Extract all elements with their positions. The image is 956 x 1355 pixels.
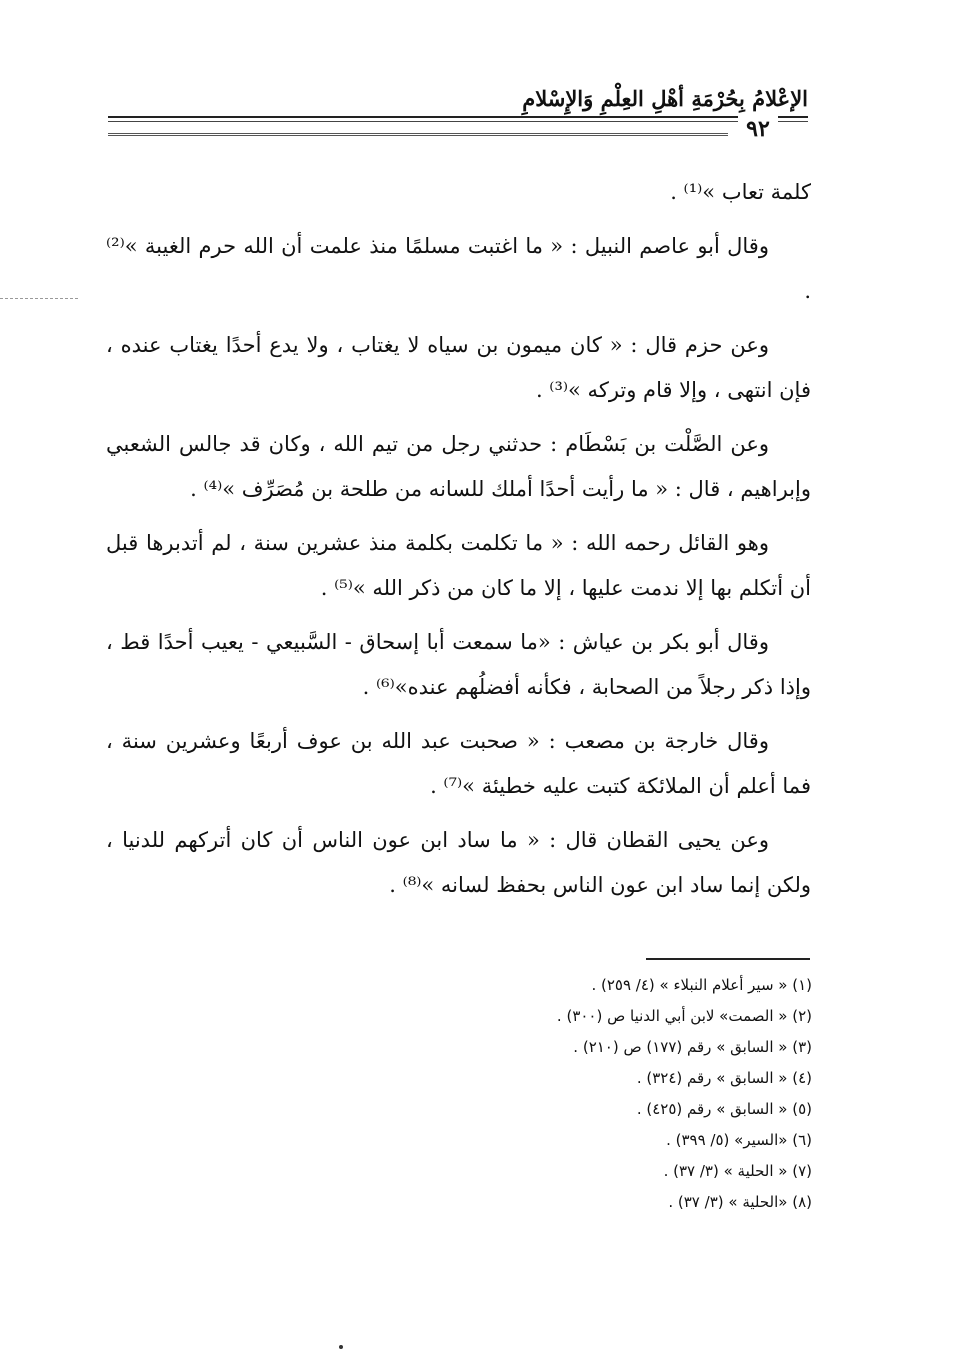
paragraph: وعن الصَّلْت بن بَسْطَام : حدثني رجل من تيم الله ، وكان قد جالس الشعبي وإبراهيم ، قال : « ما رأيت أحدًا أملك للسانه من طلحة بن مُصَرِّف »⁽⁴⁾ . bbox=[106, 432, 811, 501]
header-rule bbox=[108, 116, 808, 118]
body-text bbox=[106, 170, 811, 917]
header-rule bbox=[108, 133, 728, 136]
footnote: (٣) « السابق » رقم (١٧٧) ص (٢١٠) . bbox=[573, 1038, 812, 1056]
paragraph: وقال أبو عاصم النبيل : « ما اغتبت مسلمًا منذ علمت أن الله حرم الغيبة »⁽²⁾ . bbox=[106, 234, 811, 303]
footnote: (٢) « الصمت» لابن أبي الدنيا ص (٣٠٠) . bbox=[556, 1007, 812, 1025]
footnote: (١) « سير أعلام النبلاء » (٤/ ٢٥٩) . bbox=[591, 976, 812, 994]
paragraph: وعن حزم قال : « كان ميمون بن سياه لا يغتاب ، ولا يدع أحدًا يغتاب عنده ، فإن انتهى ، وإلا قام وتركه »⁽³⁾ . bbox=[106, 333, 811, 402]
paragraph: وعن يحيى القطان قال : « ما ساد ابن عون الناس أن كان أتركهم للدنيا ، ولكن إنما ساد ابن عون الناس بحفظ لسانه »⁽⁸⁾ . bbox=[106, 828, 811, 897]
header-rule bbox=[108, 121, 808, 122]
paragraph: وقال أبو بكر بن عياش : «ما سمعت أبا إسحاق - السَّبيعي - يعيب أحدًا قط ، وإذا ذكر رجلاً من الصحابة ، فكأنه أفضلُهم عنده»⁽⁶⁾ . bbox=[106, 630, 811, 699]
scan-speck bbox=[339, 1345, 343, 1349]
footnote: (٥) « السابق » رقم (٤٢٥) . bbox=[636, 1100, 812, 1118]
paragraph: وقال خارجة بن مصعب : « صحبت عبد الله بن عوف أربعًا وعشرين سنة ، فما أعلم أن الملائكة كتبت عليه خطيئة »⁽⁷⁾ . bbox=[106, 729, 811, 798]
footnote: (٦) «السير» (٥/ ٣٩٩) . bbox=[666, 1131, 812, 1149]
footnote-separator bbox=[646, 958, 810, 960]
footnotes bbox=[300, 970, 812, 1218]
paragraph: كلمة تعاب »⁽¹⁾ . bbox=[670, 180, 811, 204]
footnote: (٨) «الحلية » (٣/ ٣٧) . bbox=[668, 1193, 812, 1211]
margin-mark bbox=[0, 298, 78, 299]
footnote: (٤) « السابق » رقم (٣٢٤) . bbox=[636, 1069, 812, 1087]
footnote: (٧) « الحلية » (٣/ ٣٧) . bbox=[663, 1162, 812, 1180]
running-title: الإعْلامُ بِحُرْمَةِ أهْلِ العِلْمِ وَالإِسْلامِ bbox=[522, 86, 808, 111]
page-number: ٩٢ bbox=[738, 116, 778, 142]
paragraph: وهو القائل رحمه الله : « ما تكلمت بكلمة منذ عشرين سنة ، لم أتدبرها قبل أن أتكلم بها إلا ندمت عليها ، إلا ما كان من ذكر الله »⁽⁵⁾ . bbox=[106, 531, 811, 600]
